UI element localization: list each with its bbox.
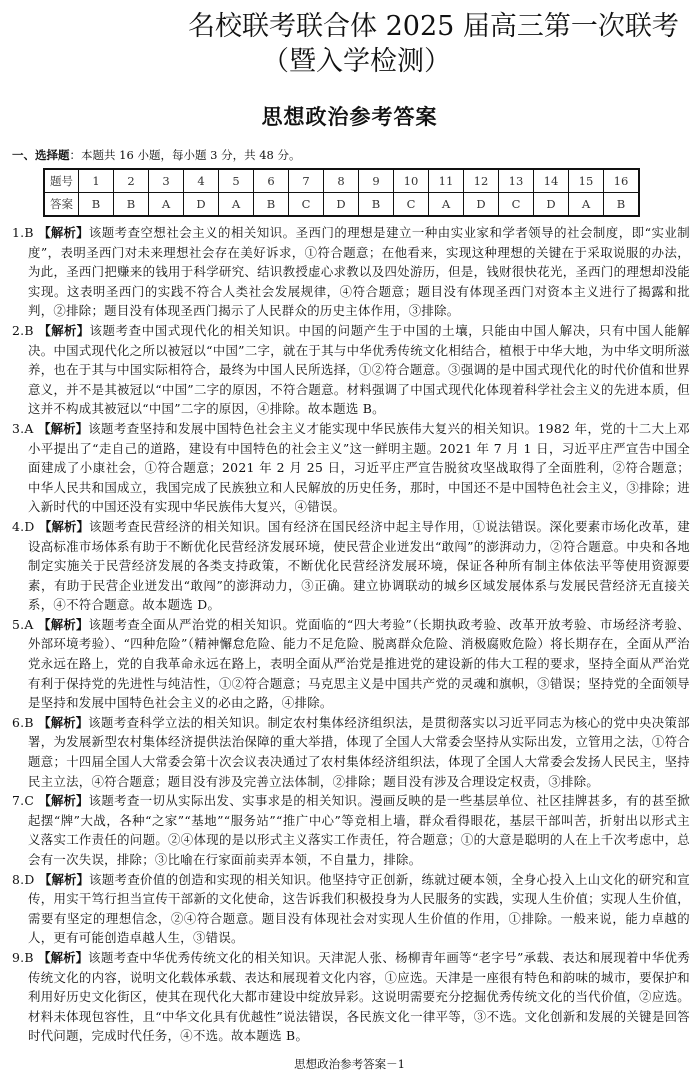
answer-cell: B [359, 193, 394, 217]
answer-cell: B [254, 193, 289, 217]
page-footer: 思想政治参考答案－1 [294, 1056, 405, 1071]
answer-cell: C [394, 193, 429, 217]
analysis-label: 【解析】 [39, 518, 89, 534]
question-number-cell: 8 [324, 169, 359, 193]
answer-cell: A [429, 193, 464, 217]
answer-explanations [12, 223, 690, 1046]
answer-cell: B [604, 193, 640, 217]
answer-cell: D [534, 193, 569, 217]
answer-cell: A [149, 193, 184, 217]
item-number: 1.B [12, 225, 39, 240]
answer-cell: C [289, 193, 324, 217]
question-number-cell: 7 [289, 169, 324, 193]
analysis-text: 该题考查科学立法的相关知识。制定农村集体经济组织法，是贯彻落实以习近平同志为核心的党中央决策部署，为发展新型农村集体经济提供法治保障的重大举措，体现了全国人大常委会坚持从实际出发，立管用之法，①符合题意；十四届全国人大常委会第十次会议表决通过了农村集体经济组织法，体现了全国人大常委会发扬人民民主，坚持民主立法，④符合题意；题目没有涉及完善立法体制，②排除；题目没有涉及合理设定权责，③排除。 [28, 714, 690, 789]
row-label: 题号 [44, 169, 79, 193]
question-number-cell: 1 [79, 169, 114, 193]
analysis-text: 该题考查坚持和发展中国特色社会主义才能实现中华民族伟大复兴的相关知识。1982 年，党的十二大上邓小平提出了“走自己的道路，建设有中国特色的社会主义”这一鲜明主题。2021 年 7 月 1 日，习近平庄严宣告中国全面建成了小康社会，①符合题意；2021 年 2 月 25 日，习近平庄严宣告脱贫攻坚战取得了全面胜利，②符合题意；中华人民共和国成立，我国完成了民族独立和人民解放的历史任务，那时，中国还不是中国特色社会主义，③排除；进入新时代的中国还没有实现中华民族伟大复兴，④错误。 [28, 420, 691, 515]
answer-cell: B [114, 193, 149, 217]
answer-cell: C [499, 193, 534, 217]
answer-cell: D [324, 193, 359, 217]
analysis-label: 【解析】 [39, 871, 89, 887]
page-heading: 思想政治参考答案 [261, 105, 438, 129]
section-description: ：本题共 16 小题，每小题 3 分，共 48 分。 [69, 148, 301, 162]
analysis-text: 该题考查一切从实际出发、实事求是的相关知识。漫画反映的是一些基层单位、社区挂牌甚多，有的甚至掀起摆“牌”大战，各种“之家”“基地”“服务站”“推广中心”等竞相上墙，群众看得眼花，基层干部叫苦，折射出以形式主义落实工作责任的问题。②④体现的是以形式主义落实工作责任，符合题意；①的大意是聪明的人在上千次考虑中，总会有一次失误，排除；③比喻在行家面前卖弄本领，不自量力，排除。 [28, 793, 690, 867]
answer-row [44, 193, 639, 217]
question-number-cell: 9 [359, 169, 394, 193]
answer-table-wrapper [43, 168, 699, 217]
question-number-row [44, 169, 639, 193]
answer-cell: A [219, 193, 254, 217]
analysis-text: 该题考查价值的创造和实现的相关知识。他坚持守正创新，练就过硬本领，全身心投入上山文化的研究和宣传，用实干笃行担当宣传干部新的文化使命，这告诉我们积极投身为人民服务的实践，实现人生价值；实现人生价值，需要有坚定的理想信念，②④符合题意。题目没有体现社会对实现人生价值的作用，①排除。一般来说，能力卓越的人，更有可能创造卓越人生，③错误。 [28, 871, 690, 946]
answer-table [43, 168, 640, 217]
item-number: 7.C [12, 793, 39, 809]
answer-item [12, 615, 690, 713]
question-number-cell: 16 [604, 169, 640, 193]
item-number: 6.B [12, 714, 39, 730]
analysis-label: 【解析】 [38, 793, 89, 809]
question-number-cell: 4 [184, 169, 219, 193]
analysis-text: 该题考查中华优秀传统文化的相关知识。天津泥人张、杨柳青年画等“老字号”承载、表达和展现着中华优秀传统文化的内容，说明文化载体承载、表达和展现着文化内容，①应选。天津是一座很有特色和韵味的城市，要保护和利用好历史文化街区，使其在现代化大都市建设中绽放异彩。这说明需要充分挖掘优秀传统文化的当代价值，②应选。材料未体现包容性，且“中华文化具有优越性”说法错误，各民族文化一律平等，③不选。文化创新和发展的关键是回答时代问题，完成时代任务，④不选。故本题选 B。 [28, 949, 690, 1044]
row-label: 答案 [44, 193, 79, 217]
answer-cell: D [184, 193, 219, 217]
answer-item [12, 948, 690, 1046]
item-number: 2.B [12, 322, 39, 338]
analysis-label: 【解析】 [38, 616, 89, 632]
analysis-text: 该题考查民营经济的相关知识。国有经济在国民经济中起主导作用，①说法错误。深化要素市场化改革，建设高标准市场体系有助于不断优化民营经济发展环境，使民营企业迸发出“敢闯”的澎湃动力，②符合题意。中央和各地制定实施关于民营经济发展的各类支持政策，不断优化民营经济发展环境，保证各种所有制主体依法平等使用资源要素，有助于民营企业迸发出“敢闯”的澎湃动力，③正确。建立协调联动的城乡区域发展体系与发展民营经济无直接关系，④不符合题意。故本题选 D。 [28, 518, 690, 613]
analysis-label: 【解析】 [38, 714, 89, 730]
analysis-text: 该题考查中国式现代化的相关知识。中国的问题产生于中国的土壤，只能由中国人解决，只有中国人能解决。中国式现代化之所以被冠以“中国”二字，就在于其与中华优秀传统文化相结合，植根于中华大地，为中华文明所滋养，也在于其与中国实际相符合，最终为中国人民所选择，①②符合题意。③强调的是中国式现代化的时代价值和世界意义，并不是其被冠以“中国”二字的原因，不符合题意。材料强调了中国式现代化体现着科学社会主义的先进本质，但这并不构成其被冠以“中国”二字的原因，④排除。故本题选 B。 [28, 322, 690, 417]
analysis-label: 【解析】 [38, 225, 89, 240]
question-number-cell: 13 [499, 169, 534, 193]
item-number: 8.D [12, 871, 39, 887]
exam-subtitle: （暨入学检测） [262, 46, 451, 77]
section-label: 一、选择题 [12, 148, 70, 162]
section-header [12, 146, 699, 164]
analysis-text: 该题考查空想社会主义的相关知识。圣西门的理想是建立一种由实业家和学者领导的社会制度，即“实业制度”，表明圣西门对未来理想社会存在美好诉求，①符合题意；在他看来，实现这种理想的关键在于采取说服的办法，为此，圣西门把赚来的钱用于科学研究、结识教授虚心求教以及四处游历，但是，钱财很快花光，圣西门的理想却没能实现。这表明圣西门的实践不符合人类社会发展规律，④符合题意；题目没有体现圣西门对资本主义进行了揭露和批判，②排除；题目没有体现圣西门揭示了人民群众的历史主体作用，③排除。 [28, 225, 690, 319]
question-number-cell: 6 [254, 169, 289, 193]
question-number-cell: 11 [429, 169, 464, 193]
item-number: 4.D [12, 518, 39, 534]
answer-cell: D [464, 193, 499, 217]
answer-item [12, 223, 690, 321]
analysis-text: 该题考查全面从严治党的相关知识。党面临的“四大考验”（长期执政考验、改革开放考验、市场经济考验、外部环境考验）、“四种危险”（精神懈怠危险、能力不足危险、脱离群众危险、消极腐败危险）将长期存在，全面从严治党永远在路上，党的自我革命永远在路上，表明全面从严治党是推进党的建设新的伟大工程的要求，坚持全面从严治党有利于保持党的先进性与纯洁性，①②符合题意；马克思主义是中国共产党的灵魂和旗帜，③错误；坚持党的全面领导是坚持和发展中国特色社会主义的必由之路，④排除。 [28, 616, 690, 711]
answer-item [12, 791, 690, 869]
item-number: 3.A [12, 420, 39, 436]
answer-item [12, 870, 690, 948]
analysis-label: 【解析】 [38, 322, 90, 338]
analysis-label: 【解析】 [38, 420, 89, 436]
answer-item [12, 321, 690, 419]
question-number-cell: 10 [394, 169, 429, 193]
answer-item [12, 713, 690, 791]
question-number-cell: 2 [114, 169, 149, 193]
exam-title: 名校联考联合体 2025 届高三第一次联考 [188, 11, 679, 42]
item-number: 9.B [12, 949, 39, 965]
answer-item [12, 419, 690, 517]
answer-item [12, 517, 690, 615]
question-number-cell: 3 [149, 169, 184, 193]
question-number-cell: 14 [534, 169, 569, 193]
analysis-label: 【解析】 [38, 949, 89, 965]
question-number-cell: 5 [219, 169, 254, 193]
answer-cell: A [569, 193, 604, 217]
answer-cell: B [79, 193, 114, 217]
question-number-cell: 15 [569, 169, 604, 193]
question-number-cell: 12 [464, 169, 499, 193]
item-number: 5.A [12, 616, 39, 632]
